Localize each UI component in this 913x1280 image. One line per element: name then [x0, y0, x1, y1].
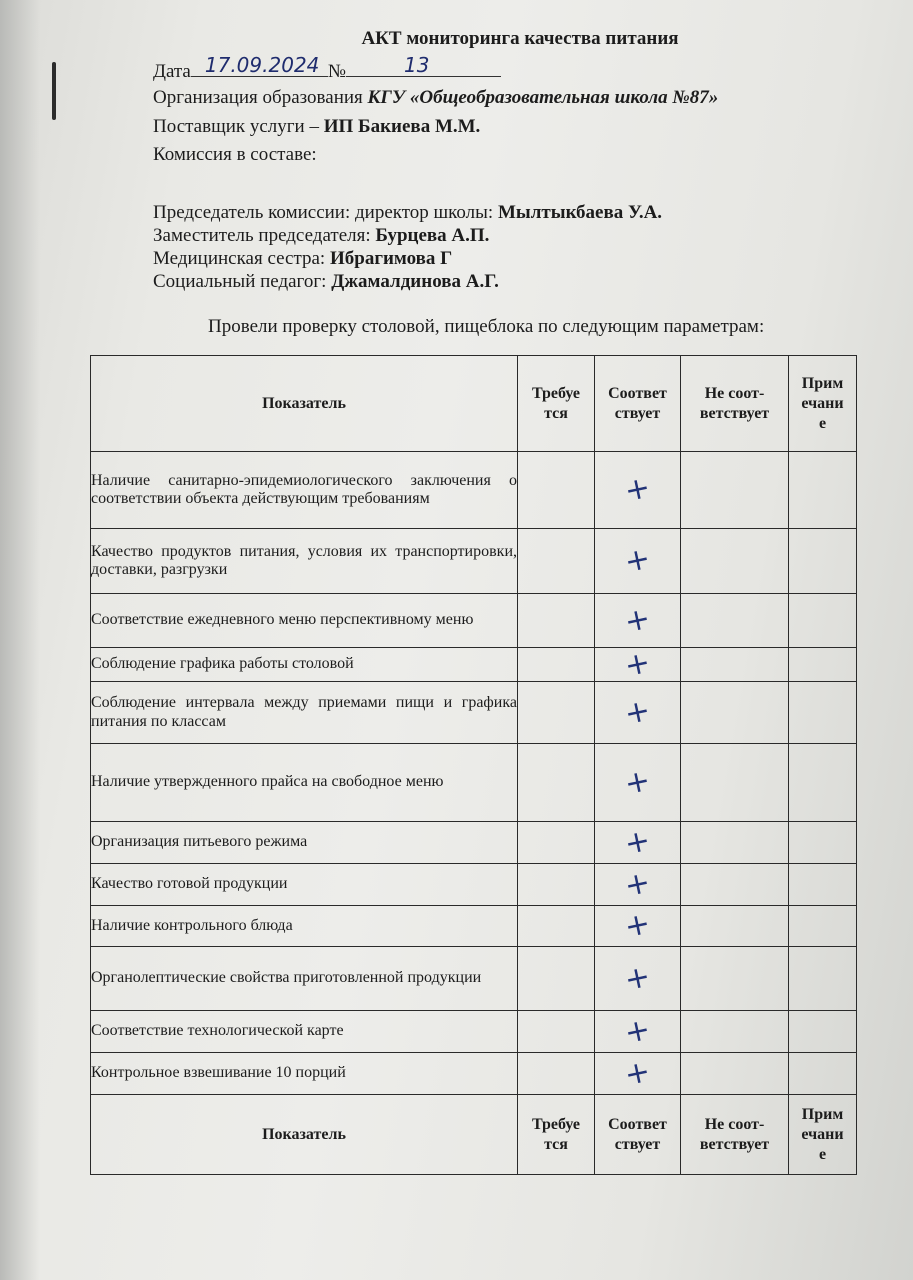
commission-member [153, 226, 489, 245]
table-row [91, 682, 857, 744]
indicator-cell: Соответствие технологической карте [91, 1011, 518, 1053]
indicator-cell: Наличие санитарно-эпидемиологического заключения о соответствии объекта действующим требованиям [91, 452, 518, 529]
date-line [153, 53, 501, 82]
table-row [91, 594, 857, 648]
indicator-cell: Органолептические свойства приготовленной продукции [91, 947, 518, 1011]
table-row [91, 648, 857, 682]
note-cell [789, 594, 857, 648]
required-cell [518, 906, 595, 947]
indicator-cell: Наличие утвержденного прайса на свободное меню [91, 744, 518, 822]
note-cell [789, 744, 857, 822]
table-row [91, 822, 857, 864]
intro-text: Провели проверку столовой, пищеблока по следующим параметрам: [208, 316, 765, 337]
noncompliant-cell [681, 452, 789, 529]
header-note: Прим ечани е [789, 356, 857, 452]
supplier-value: ИП Бакиева М.М. [323, 116, 481, 137]
footer-required: Требуе тся [518, 1095, 595, 1175]
number-label: № [327, 61, 347, 82]
indicator-cell: Соответствие ежедневного меню перспективному меню [91, 594, 518, 648]
note-cell [789, 682, 857, 744]
indicator-cell: Организация питьевого режима [91, 822, 518, 864]
table-row [91, 906, 857, 947]
supplier-label: Поставщик услуги – [153, 116, 319, 137]
compliant-mark: + [595, 648, 681, 682]
required-cell [518, 1053, 595, 1095]
footer-compliant: Соответ ствует [595, 1095, 681, 1175]
compliant-mark: + [595, 822, 681, 864]
org-line [153, 88, 718, 107]
member-role: Социальный педагог: [153, 271, 327, 292]
member-name: Ибрагимова Г [329, 248, 453, 269]
noncompliant-cell [681, 594, 789, 648]
note-cell [789, 1053, 857, 1095]
note-cell [789, 1011, 857, 1053]
table-row [91, 1011, 857, 1053]
member-role: Заместитель председателя: [153, 225, 371, 246]
indicator-cell: Качество готовой продукции [91, 864, 518, 906]
table-row [91, 947, 857, 1011]
header-indicator: Показатель [91, 356, 518, 452]
noncompliant-cell [681, 947, 789, 1011]
noncompliant-cell [681, 744, 789, 822]
note-cell [789, 864, 857, 906]
number-value: 13 [404, 53, 430, 77]
inspection-table [90, 355, 857, 1175]
footer-indicator: Показатель [91, 1095, 518, 1175]
noncompliant-cell [681, 1011, 789, 1053]
noncompliant-cell [681, 529, 789, 594]
table-row [91, 864, 857, 906]
note-cell [789, 648, 857, 682]
table-row [91, 744, 857, 822]
header-noncompliant: Не соот- ветствует [681, 356, 789, 452]
table-row [91, 452, 857, 529]
compliant-mark: + [595, 947, 681, 1011]
compliant-mark: + [595, 906, 681, 947]
compliant-mark: + [595, 744, 681, 822]
compliant-mark: + [595, 594, 681, 648]
org-value: КГУ «Общеобразовательная школа №87» [367, 87, 719, 108]
commission-label: Комиссия в составе: [153, 144, 317, 165]
footer-noncompliant: Не соот- ветствует [681, 1095, 789, 1175]
required-cell [518, 1011, 595, 1053]
member-name: Джамалдинова А.Г. [331, 271, 499, 292]
date-value: 17.09.2024 [204, 53, 320, 77]
member-name: Мылтыкбаева У.А. [497, 202, 663, 223]
margin-mark [52, 62, 56, 120]
table-footer-row [91, 1095, 857, 1175]
note-cell [789, 906, 857, 947]
date-field [191, 53, 328, 77]
page-shadow [0, 0, 40, 1280]
indicator-cell: Соблюдение графика работы столовой [91, 648, 518, 682]
indicator-cell: Соблюдение интервала между приемами пищи и графика питания по классам [91, 682, 518, 744]
number-field [346, 53, 501, 77]
required-cell [518, 529, 595, 594]
commission-member [153, 249, 452, 268]
note-cell [789, 822, 857, 864]
table-row [91, 529, 857, 594]
noncompliant-cell [681, 682, 789, 744]
compliant-mark: + [595, 1011, 681, 1053]
required-cell [518, 822, 595, 864]
table-row [91, 1053, 857, 1095]
required-cell [518, 864, 595, 906]
note-cell [789, 947, 857, 1011]
compliant-mark: + [595, 452, 681, 529]
noncompliant-cell [681, 822, 789, 864]
noncompliant-cell [681, 864, 789, 906]
required-cell [518, 648, 595, 682]
note-cell [789, 452, 857, 529]
note-cell [789, 529, 857, 594]
required-cell [518, 744, 595, 822]
indicator-cell: Качество продуктов питания, условия их транспортировки, доставки, разгрузки [91, 529, 518, 594]
member-role: Председатель комиссии: директор школы: [153, 202, 494, 223]
header-required: Требуе тся [518, 356, 595, 452]
noncompliant-cell [681, 648, 789, 682]
member-name: Бурцева А.П. [375, 225, 490, 246]
table-header-row [91, 356, 857, 452]
noncompliant-cell [681, 906, 789, 947]
member-role: Медицинская сестра: [153, 248, 326, 269]
indicator-cell: Контрольное взвешивание 10 порций [91, 1053, 518, 1095]
compliant-mark: + [595, 529, 681, 594]
compliant-mark: + [595, 682, 681, 744]
date-label: Дата [153, 61, 191, 82]
supplier-line [153, 117, 480, 136]
document-title: АКТ мониторинга качества питания [361, 28, 679, 49]
header-compliant: Соответ ствует [595, 356, 681, 452]
compliant-mark: + [595, 864, 681, 906]
commission-member [153, 203, 662, 222]
required-cell [518, 452, 595, 529]
commission-member [153, 272, 499, 291]
required-cell [518, 682, 595, 744]
footer-note: Прим ечани е [789, 1095, 857, 1175]
indicator-cell: Наличие контрольного блюда [91, 906, 518, 947]
required-cell [518, 947, 595, 1011]
org-label: Организация образования [153, 87, 363, 108]
compliant-mark: + [595, 1053, 681, 1095]
required-cell [518, 594, 595, 648]
noncompliant-cell [681, 1053, 789, 1095]
